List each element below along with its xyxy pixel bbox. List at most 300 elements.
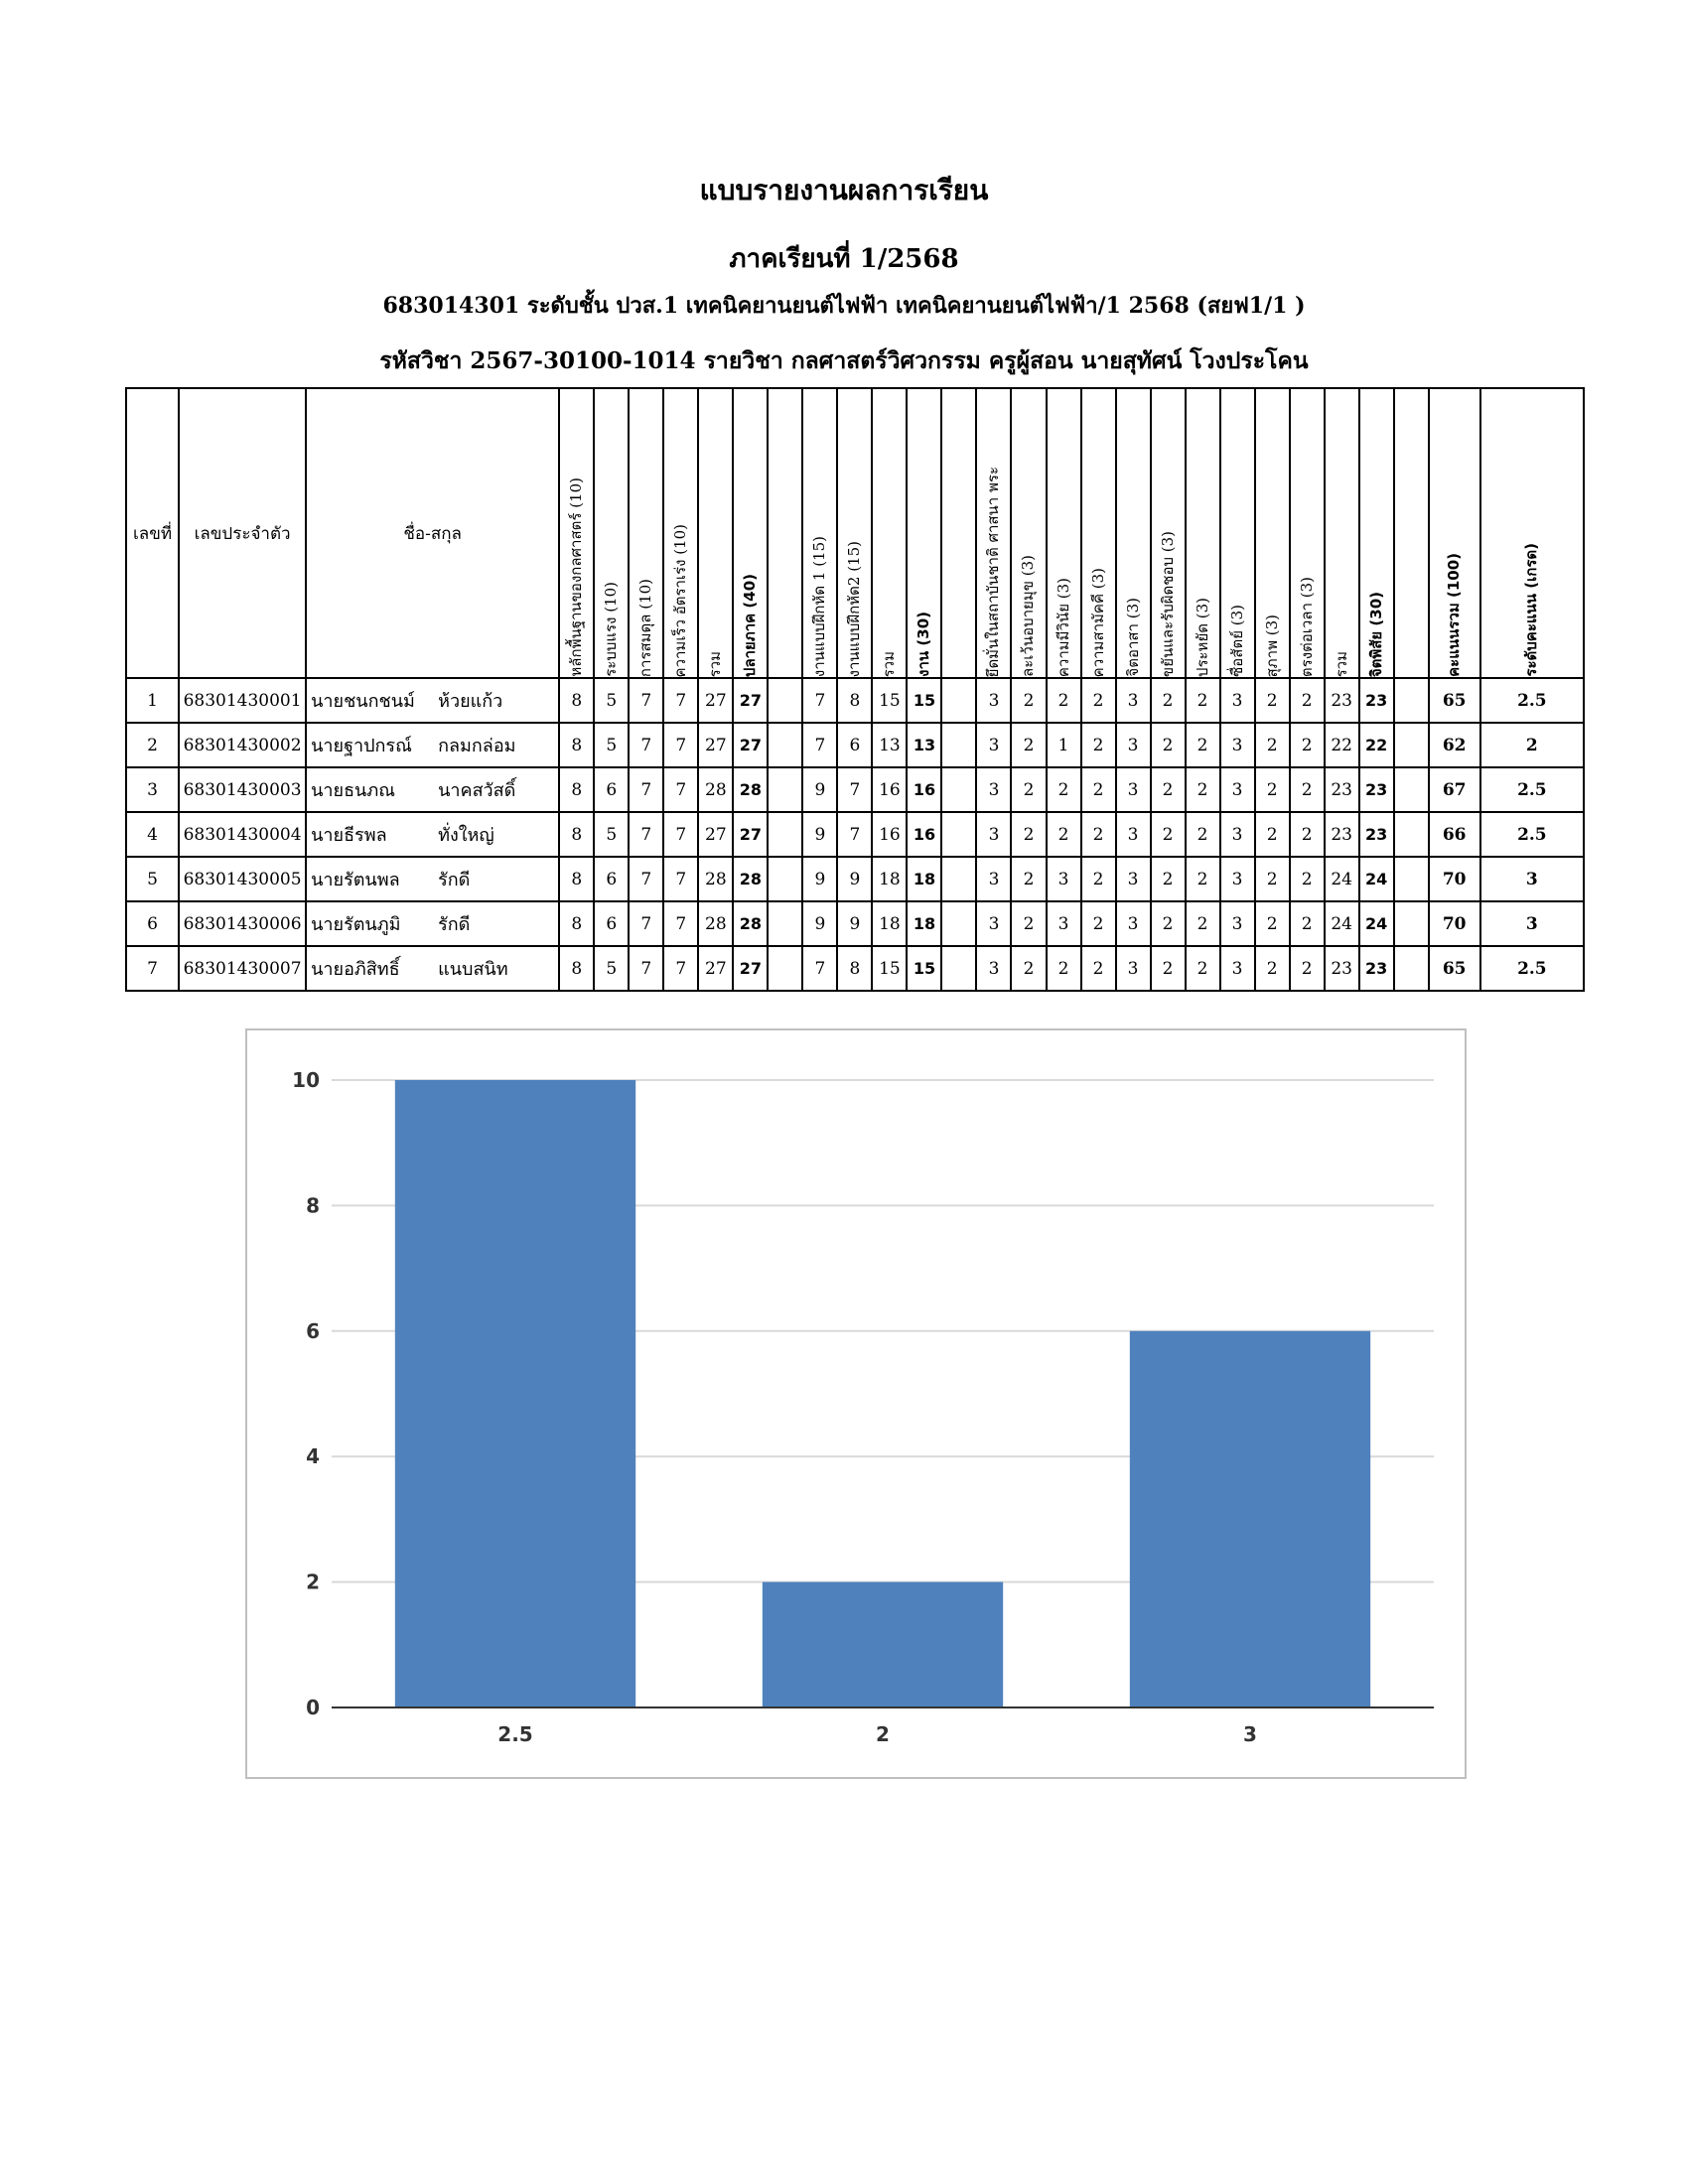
table-cell: 7	[126, 946, 179, 991]
column-header-rotated	[1290, 388, 1325, 678]
table-cell: 7	[802, 946, 837, 991]
column-header: เลขประจำตัว	[179, 388, 306, 678]
y-tick-label: 0	[306, 1696, 320, 1719]
table-cell: 7	[629, 901, 663, 946]
table-cell: 23	[1359, 812, 1394, 857]
table-cell	[1394, 812, 1429, 857]
table-cell: 3	[976, 767, 1011, 812]
table-cell: 7	[629, 857, 663, 901]
table-cell: 2	[1151, 857, 1186, 901]
table-cell: 2.5	[1480, 767, 1584, 812]
table-cell: 2	[1290, 901, 1325, 946]
column-header-rotated	[1255, 388, 1290, 678]
x-tick-label: 2	[876, 1722, 890, 1746]
table-cell: 7	[663, 857, 698, 901]
table-cell: 5	[594, 678, 629, 723]
column-header-rotated	[1394, 388, 1429, 678]
table-cell: 2	[1011, 812, 1046, 857]
table-cell: 18	[907, 857, 941, 901]
table-cell: 9	[802, 857, 837, 901]
table-cell: 24	[1325, 857, 1359, 901]
table-cell: 2	[1081, 857, 1116, 901]
column-header: ชื่อ-สกุล	[306, 388, 559, 678]
table-cell: 2	[1255, 946, 1290, 991]
column-header-label: ความเร็ว อัตราเร่ง (10)	[671, 523, 690, 677]
class-line: 683014301 ระดับชั้น ปวส.1 เทคนิคยานยนต์ไฟฟ้า เทคนิคยานยนต์ไฟฟ้า/1 2568 (สยฟ1/1 )	[382, 293, 1306, 319]
table-cell: 2	[1290, 678, 1325, 723]
column-header-rotated	[941, 388, 976, 678]
column-header-rotated	[1011, 388, 1046, 678]
last-name: รักดี	[438, 914, 471, 935]
y-tick-label: 6	[306, 1318, 320, 1343]
table-cell: 70	[1429, 857, 1480, 901]
table-cell: 24	[1359, 857, 1394, 901]
table-cell: 65	[1429, 678, 1480, 723]
table-cell: 3	[1116, 767, 1151, 812]
column-header-label: งานแบบฝึกหัด 1 (15)	[810, 535, 829, 677]
student-name	[306, 857, 559, 901]
table-cell: 3	[126, 767, 179, 812]
table-cell: 2	[1186, 723, 1220, 767]
first-name: นายอภิสิทธิ์	[311, 959, 400, 980]
table-cell: 15	[907, 678, 941, 723]
table-cell: 7	[663, 723, 698, 767]
table-cell: 2	[1151, 678, 1186, 723]
y-tick-label: 10	[292, 1068, 320, 1092]
table-cell: 1	[126, 678, 179, 723]
table-cell: 2	[1011, 678, 1046, 723]
bar	[763, 1582, 1003, 1707]
table-cell: 2	[1081, 678, 1116, 723]
table-cell: 28	[733, 857, 768, 901]
table-cell: 3	[1480, 857, 1584, 901]
table-cell: 3	[1116, 901, 1151, 946]
table-cell: 2	[1186, 767, 1220, 812]
table-cell	[768, 723, 802, 767]
table-cell	[768, 767, 802, 812]
table-cell: 28	[698, 901, 733, 946]
table-cell	[941, 812, 976, 857]
first-name: นายชนกชนม์	[311, 691, 415, 712]
table-cell: 7	[629, 723, 663, 767]
table-cell: 2	[1081, 946, 1116, 991]
table-cell: 9	[837, 901, 872, 946]
table-cell: 2	[1186, 812, 1220, 857]
last-name: กลมกล่อม	[438, 736, 516, 756]
table-cell: 9	[802, 767, 837, 812]
table-cell: 5	[594, 946, 629, 991]
table-row	[126, 857, 1584, 901]
chart-svg	[247, 1030, 1465, 1777]
table-cell: 23	[1359, 678, 1394, 723]
table-cell: 2	[1255, 767, 1290, 812]
table-cell: 6	[837, 723, 872, 767]
student-name	[306, 901, 559, 946]
column-header-rotated	[559, 388, 594, 678]
table-cell: 8	[559, 946, 594, 991]
table-cell: 2	[1255, 723, 1290, 767]
table-cell: 68301430006	[179, 901, 306, 946]
table-cell: 8	[559, 723, 594, 767]
table-cell: 3	[1480, 901, 1584, 946]
table-row	[126, 946, 1584, 991]
column-header-label: คะแนนรวม (100)	[1445, 553, 1464, 677]
last-name: รักดี	[438, 870, 471, 890]
last-name: นาคสวัสดิ์	[438, 780, 516, 801]
table-cell: 2	[1255, 678, 1290, 723]
table-row	[126, 812, 1584, 857]
table-cell: 3	[1116, 946, 1151, 991]
table-cell: 6	[594, 901, 629, 946]
column-header-rotated	[1047, 388, 1081, 678]
first-name: นายธนภณ	[311, 780, 395, 801]
table-cell	[1394, 678, 1429, 723]
y-tick-label: 2	[306, 1570, 320, 1594]
table-cell	[1394, 767, 1429, 812]
table-cell: 6	[126, 901, 179, 946]
table-cell: 18	[907, 901, 941, 946]
column-header-rotated	[733, 388, 768, 678]
column-header-label: ความมีวินัย (3)	[1054, 577, 1072, 677]
table-cell: 15	[872, 678, 907, 723]
table-cell: 68301430004	[179, 812, 306, 857]
table-cell: 2	[1290, 767, 1325, 812]
table-cell: 13	[907, 723, 941, 767]
table-cell: 23	[1325, 946, 1359, 991]
table-cell	[1394, 901, 1429, 946]
grade-distribution-chart	[245, 1028, 1467, 1779]
table-cell: 7	[663, 901, 698, 946]
column-header-label: ละเว้นอบายมุข (3)	[1019, 555, 1038, 677]
table-cell: 2	[126, 723, 179, 767]
table-cell: 9	[802, 901, 837, 946]
table-cell: 18	[872, 857, 907, 901]
column-header-rotated	[594, 388, 629, 678]
table-cell: 7	[802, 678, 837, 723]
table-cell	[941, 857, 976, 901]
table-cell: 15	[872, 946, 907, 991]
table-cell: 2	[1290, 857, 1325, 901]
table-cell: 3	[976, 678, 1011, 723]
table-cell: 23	[1359, 946, 1394, 991]
table-cell: 7	[629, 678, 663, 723]
table-cell: 28	[733, 767, 768, 812]
table-cell: 28	[698, 767, 733, 812]
table-cell: 23	[1325, 767, 1359, 812]
column-header-rotated	[1325, 388, 1359, 678]
table-cell: 27	[733, 723, 768, 767]
column-header-label: ระดับคะแนน (เกรด)	[1522, 543, 1541, 677]
column-header: เลขที่	[126, 388, 179, 678]
table-cell: 22	[1325, 723, 1359, 767]
table-cell: 2	[1290, 946, 1325, 991]
table-cell: 3	[1116, 812, 1151, 857]
column-header-label: หลักพื้นฐานของกลศาสตร์ (10)	[567, 478, 586, 677]
table-cell: 2	[1186, 857, 1220, 901]
column-header-label: จิตอาสา (3)	[1123, 598, 1142, 677]
table-cell: 18	[872, 901, 907, 946]
table-cell: 22	[1359, 723, 1394, 767]
table-cell: 7	[837, 767, 872, 812]
column-header-label: ขยันและรับผิดชอบ (3)	[1158, 530, 1177, 677]
table-cell	[1394, 946, 1429, 991]
table-cell: 3	[976, 723, 1011, 767]
table-cell: 16	[907, 767, 941, 812]
table-cell: 2.5	[1480, 946, 1584, 991]
table-cell: 1	[1047, 723, 1081, 767]
table-cell: 2	[1255, 857, 1290, 901]
table-cell: 68301430001	[179, 678, 306, 723]
table-cell: 8	[559, 678, 594, 723]
table-cell	[768, 901, 802, 946]
table-cell: 2	[1290, 723, 1325, 767]
student-name	[306, 767, 559, 812]
table-cell: 5	[594, 812, 629, 857]
column-header-rotated	[1116, 388, 1151, 678]
table-cell: 5	[126, 857, 179, 901]
table-cell: 23	[1325, 812, 1359, 857]
first-name: นายรัตนภูมิ	[311, 914, 401, 935]
table-cell: 2	[1011, 857, 1046, 901]
table-cell: 3	[976, 946, 1011, 991]
column-header-rotated	[837, 388, 872, 678]
table-cell: 2	[1255, 901, 1290, 946]
column-header-rotated	[907, 388, 941, 678]
table-cell: 2	[1186, 946, 1220, 991]
table-cell: 16	[907, 812, 941, 857]
table-header-row	[126, 388, 1584, 678]
table-cell	[768, 678, 802, 723]
table-row	[126, 678, 1584, 723]
table-cell: 28	[733, 901, 768, 946]
table-cell: 7	[663, 767, 698, 812]
table-cell: 2	[1047, 678, 1081, 723]
last-name: ห้วยแก้ว	[438, 691, 503, 712]
column-header-label: งาน (30)	[914, 612, 933, 677]
table-cell	[941, 678, 976, 723]
table-cell: 8	[837, 678, 872, 723]
table-cell: 6	[594, 857, 629, 901]
table-cell: 3	[976, 812, 1011, 857]
column-header-rotated	[663, 388, 698, 678]
table-cell	[768, 946, 802, 991]
column-header-rotated	[1220, 388, 1255, 678]
first-name: นายฐาปกรณ์	[311, 736, 412, 756]
table-cell: 66	[1429, 812, 1480, 857]
table-cell: 2	[1047, 767, 1081, 812]
table-cell: 3	[1220, 857, 1255, 901]
table-cell: 2	[1081, 723, 1116, 767]
table-cell: 27	[733, 946, 768, 991]
column-header-label: งานแบบฝึกหัด2 (15)	[845, 540, 864, 677]
table-cell: 2	[1011, 946, 1046, 991]
table-cell: 24	[1325, 901, 1359, 946]
table-body	[126, 678, 1584, 991]
table-cell: 2	[1047, 946, 1081, 991]
table-cell: 27	[698, 723, 733, 767]
table-cell: 70	[1429, 901, 1480, 946]
table-cell: 2	[1255, 812, 1290, 857]
table-cell: 2.5	[1480, 678, 1584, 723]
table-cell: 13	[872, 723, 907, 767]
column-header-label: รวม	[706, 650, 725, 677]
column-header-rotated	[698, 388, 733, 678]
table-cell: 28	[698, 857, 733, 901]
table-cell: 27	[698, 946, 733, 991]
table-cell	[1394, 723, 1429, 767]
student-name	[306, 812, 559, 857]
table-cell: 2	[1290, 812, 1325, 857]
table-cell: 2	[1011, 767, 1046, 812]
column-header-label: รวม	[1332, 650, 1350, 677]
table-cell: 7	[629, 946, 663, 991]
table-cell: 8	[837, 946, 872, 991]
report-title: แบบรายงานผลการเรียน	[699, 174, 989, 206]
table-cell: 6	[594, 767, 629, 812]
table-cell: 68301430002	[179, 723, 306, 767]
table-cell: 9	[802, 812, 837, 857]
grades-table	[125, 387, 1585, 992]
table-cell: 8	[559, 857, 594, 901]
column-header-label: การสมดุล (10)	[636, 578, 655, 677]
student-name	[306, 946, 559, 991]
column-header-rotated	[629, 388, 663, 678]
first-name: นายรัตนพล	[311, 870, 400, 890]
table-cell: 3	[976, 901, 1011, 946]
y-tick-label: 4	[306, 1444, 320, 1469]
column-header-label: ประหยัด (3)	[1193, 597, 1211, 677]
table-cell: 7	[663, 678, 698, 723]
table-cell	[1394, 857, 1429, 901]
table-cell: 68301430007	[179, 946, 306, 991]
table-cell: 8	[559, 901, 594, 946]
table-cell: 62	[1429, 723, 1480, 767]
column-header-rotated	[1429, 388, 1480, 678]
table-cell	[768, 857, 802, 901]
subject-line: รหัสวิชา 2567-30100-1014 รายวิชา กลศาสตร์วิศวกรรม ครูผู้สอน นายสุทัศน์ โวงประโคน	[379, 347, 1309, 374]
table-cell: 3	[1220, 946, 1255, 991]
column-header-label: ความสามัคคี (3)	[1088, 567, 1107, 677]
table-cell: 3	[1220, 901, 1255, 946]
column-header-label: ปลายภาค (40)	[741, 573, 760, 677]
semester-label: ภาคเรียนที่ 1/2568	[729, 244, 959, 274]
table-cell: 2	[1047, 812, 1081, 857]
table-cell: 65	[1429, 946, 1480, 991]
table-cell	[941, 946, 976, 991]
table-cell: 3	[1116, 857, 1151, 901]
table-cell: 15	[907, 946, 941, 991]
table-cell: 24	[1359, 901, 1394, 946]
student-name	[306, 723, 559, 767]
table-cell: 2	[1151, 723, 1186, 767]
table-cell: 23	[1359, 767, 1394, 812]
table-cell: 2.5	[1480, 812, 1584, 857]
table-cell: 7	[663, 812, 698, 857]
table-cell: 3	[1220, 767, 1255, 812]
column-header-label: ซื่อสัตย์ (3)	[1227, 605, 1246, 677]
column-header-label: ยึดมั่นในสถาบันชาติ ศาสนา พระ	[984, 466, 1003, 677]
table-cell	[768, 812, 802, 857]
table-cell: 68301430003	[179, 767, 306, 812]
x-tick-label: 3	[1243, 1722, 1257, 1746]
table-cell: 7	[629, 767, 663, 812]
table-cell: 3	[1047, 901, 1081, 946]
bar	[395, 1080, 635, 1707]
column-header-label: รวม	[880, 650, 899, 677]
table-cell: 4	[126, 812, 179, 857]
table-cell: 68301430005	[179, 857, 306, 901]
table-cell: 8	[559, 767, 594, 812]
column-header-rotated	[1480, 388, 1584, 678]
table-cell: 16	[872, 767, 907, 812]
column-header-rotated	[1359, 388, 1394, 678]
table-cell: 8	[559, 812, 594, 857]
table-cell: 3	[1220, 723, 1255, 767]
table-cell: 2	[1011, 901, 1046, 946]
table-cell: 27	[733, 678, 768, 723]
table-row	[126, 767, 1584, 812]
table-cell: 3	[1116, 678, 1151, 723]
table-cell: 2	[1081, 767, 1116, 812]
table-cell: 3	[1220, 812, 1255, 857]
table-cell: 5	[594, 723, 629, 767]
table-cell: 67	[1429, 767, 1480, 812]
student-name	[306, 678, 559, 723]
table-cell: 2	[1186, 901, 1220, 946]
table-row	[126, 901, 1584, 946]
column-header-rotated	[768, 388, 802, 678]
table-cell: 7	[837, 812, 872, 857]
table-cell: 7	[802, 723, 837, 767]
column-header-rotated	[1151, 388, 1186, 678]
table-cell: 23	[1325, 678, 1359, 723]
table-cell: 2	[1151, 901, 1186, 946]
table-cell	[941, 767, 976, 812]
column-header-rotated	[1186, 388, 1220, 678]
last-name: แนบสนิท	[438, 959, 508, 980]
table-cell	[941, 723, 976, 767]
table-cell: 9	[837, 857, 872, 901]
x-tick-label: 2.5	[497, 1722, 533, 1746]
table-cell: 2	[1151, 946, 1186, 991]
table-cell: 7	[629, 812, 663, 857]
column-header-label: ระบบแรง (10)	[602, 582, 621, 677]
table-cell: 3	[1047, 857, 1081, 901]
table-cell: 27	[698, 678, 733, 723]
column-header-rotated	[976, 388, 1011, 678]
column-header-label: ตรงต่อเวลา (3)	[1297, 576, 1316, 677]
column-header-rotated	[872, 388, 907, 678]
column-header-label: สุภาพ (3)	[1262, 614, 1281, 677]
table-cell: 27	[698, 812, 733, 857]
table-cell: 27	[733, 812, 768, 857]
column-header-label: จิตพิสัย (30)	[1366, 591, 1385, 677]
table-cell: 3	[976, 857, 1011, 901]
table-cell: 2	[1151, 767, 1186, 812]
table-cell: 2	[1081, 812, 1116, 857]
first-name: นายธีรพล	[311, 825, 387, 846]
table-cell: 16	[872, 812, 907, 857]
table-cell: 2	[1081, 901, 1116, 946]
table-cell: 2	[1151, 812, 1186, 857]
table-cell	[941, 901, 976, 946]
table-row	[126, 723, 1584, 767]
table-cell: 3	[1116, 723, 1151, 767]
column-header-rotated	[802, 388, 837, 678]
column-header-rotated	[1081, 388, 1116, 678]
table-cell: 3	[1220, 678, 1255, 723]
last-name: ทั่งใหญ่	[438, 825, 494, 846]
